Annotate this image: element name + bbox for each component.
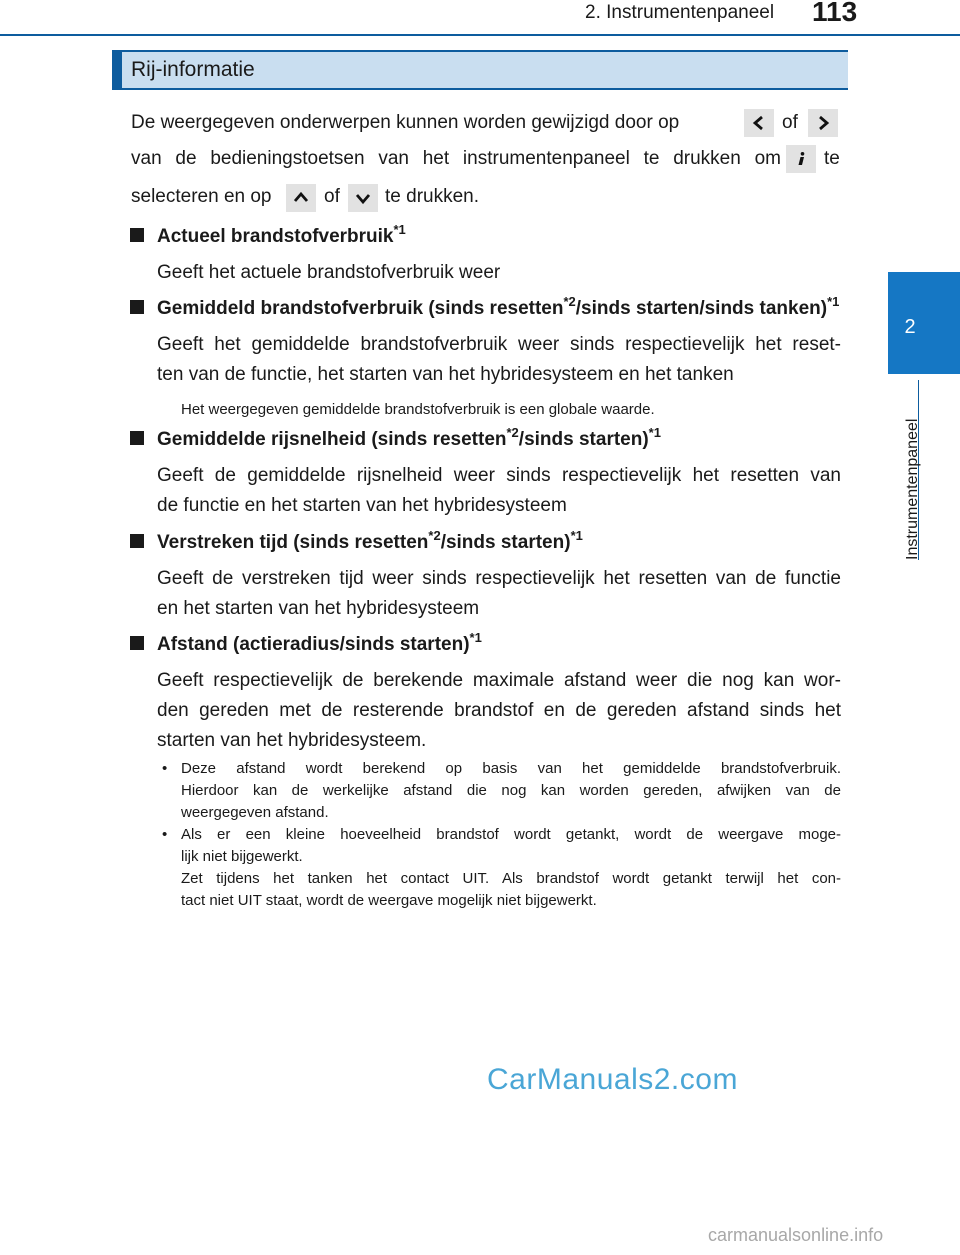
bullet-dot: • — [162, 826, 168, 843]
section-title-accent — [112, 52, 122, 88]
intro-line-3: selecteren en op — [131, 186, 272, 207]
item-desc-afstand-1: Geeft respectievelijk de berekende maximale afstand weer die nog kan wor- — [157, 670, 841, 691]
item-note-gemiddeld-verbruik: Het weergegeven gemiddelde brandstofverbruik is een globale waarde. — [181, 401, 655, 418]
bullet-1-line-3: weergegeven afstand. — [181, 804, 329, 821]
bullet-2-line-1: Als er een kleine hoeveelheid brandstof wordt getankt, wordt de weergave moge- — [181, 826, 841, 843]
footer-site-text: carmanualsonline.info — [708, 1225, 884, 1245]
intro-line-2: van de bedieningstoetsen van het instrumentenpaneel te drukken om — [131, 148, 781, 169]
item-desc-verstreken-tijd-2: en het starten van het hybridesysteem — [157, 598, 480, 619]
item-heading-verstreken-tijd: Verstreken tijd (sinds resetten$^{*2}$/sinds starten)$^{*1}$ — [130, 532, 583, 554]
watermark-text: CarManuals2.com — [487, 1063, 738, 1096]
page-number: 113 — [812, 0, 858, 27]
bullet-square — [130, 636, 144, 650]
item-heading-gemiddeld-verbruik: Gemiddeld brandstofverbruik (sinds resetten$^{*2}$/sinds starten/sinds tanken)$^{*1}$ — [130, 298, 839, 320]
chapter-tab-number: 2 — [904, 316, 916, 338]
intro-or-2: of — [324, 186, 340, 207]
item-heading-rijsnelheid: Gemiddelde rijsnelheid (sinds resetten$^{*2}$/sinds starten)$^{*1}$ — [130, 429, 661, 451]
chevron-right-icon — [808, 109, 838, 137]
intro-line-1: De weergegeven onderwerpen kunnen worden gewijzigd door op — [131, 112, 680, 133]
item-desc-verstreken-tijd-1: Geeft de verstreken tijd weer sinds respectievelijk het resetten van de functie — [157, 568, 841, 589]
item-desc-afstand-2: den gereden met de resterende brandstof en de gereden afstand sinds het — [157, 700, 841, 721]
chevron-down-icon — [348, 184, 378, 212]
bullet-2-line-3: Zet tijdens het tanken het contact UIT. Als brandstof wordt getankt terwijl het con- — [181, 870, 841, 887]
section-title: Rij-informatie — [131, 58, 255, 81]
bullet-2-line-4: tact niet UIT staat, wordt de weergave mogelijk niet bijgewerkt. — [181, 892, 597, 909]
item-heading-actueel: Actueel brandstofverbruik$^{*1}$ — [130, 226, 406, 248]
intro-or-1: of — [782, 112, 798, 133]
item-desc-rijsnelheid-2: de functie en het starten van het hybridesysteem — [157, 495, 567, 516]
intro-line-3-end: te drukken. — [385, 186, 479, 207]
item-desc-gemiddeld-verbruik-1: Geeft het gemiddelde brandstofverbruik weer sinds respectievelijk het reset- — [157, 334, 841, 355]
chapter-side-label-wrap — [888, 372, 936, 562]
bullet-square — [130, 228, 144, 242]
bullet-dot: • — [162, 760, 168, 777]
info-icon — [786, 145, 816, 173]
item-desc-actueel: Geeft het actuele brandstofverbruik weer — [157, 262, 501, 283]
chevron-left-icon — [744, 109, 774, 137]
chevron-up-icon — [286, 184, 316, 212]
chapter-title: 2. Instrumentenpaneel — [585, 2, 775, 23]
item-desc-rijsnelheid-1: Geeft de gemiddelde rijsnelheid weer sinds respectievelijk het resetten van — [157, 465, 841, 486]
bullet-square — [130, 431, 144, 445]
item-desc-afstand-3: starten van het hybridesysteem. — [157, 730, 427, 751]
bullet-square — [130, 534, 144, 548]
bullet-2-line-2: lijk niet bijgewerkt. — [181, 848, 303, 865]
item-heading-afstand: Afstand (actieradius/sinds starten)$^{*1}$ — [130, 634, 482, 656]
item-desc-gemiddeld-verbruik-2: ten van de functie, het starten van het hybridesysteem en het tanken — [157, 364, 734, 385]
bullet-1-line-1: Deze afstand wordt berekend op basis van het gemiddelde brandstofverbruik. — [181, 760, 841, 777]
header-rule — [0, 34, 960, 36]
bullet-square — [130, 300, 144, 314]
chapter-side-label: Instrumentenpaneel — [904, 418, 921, 560]
bullet-1-line-2: Hierdoor kan de werkelijke afstand die nog kan worden gereden, afwijken van de — [181, 782, 841, 799]
intro-line-2-end: te — [824, 148, 840, 169]
